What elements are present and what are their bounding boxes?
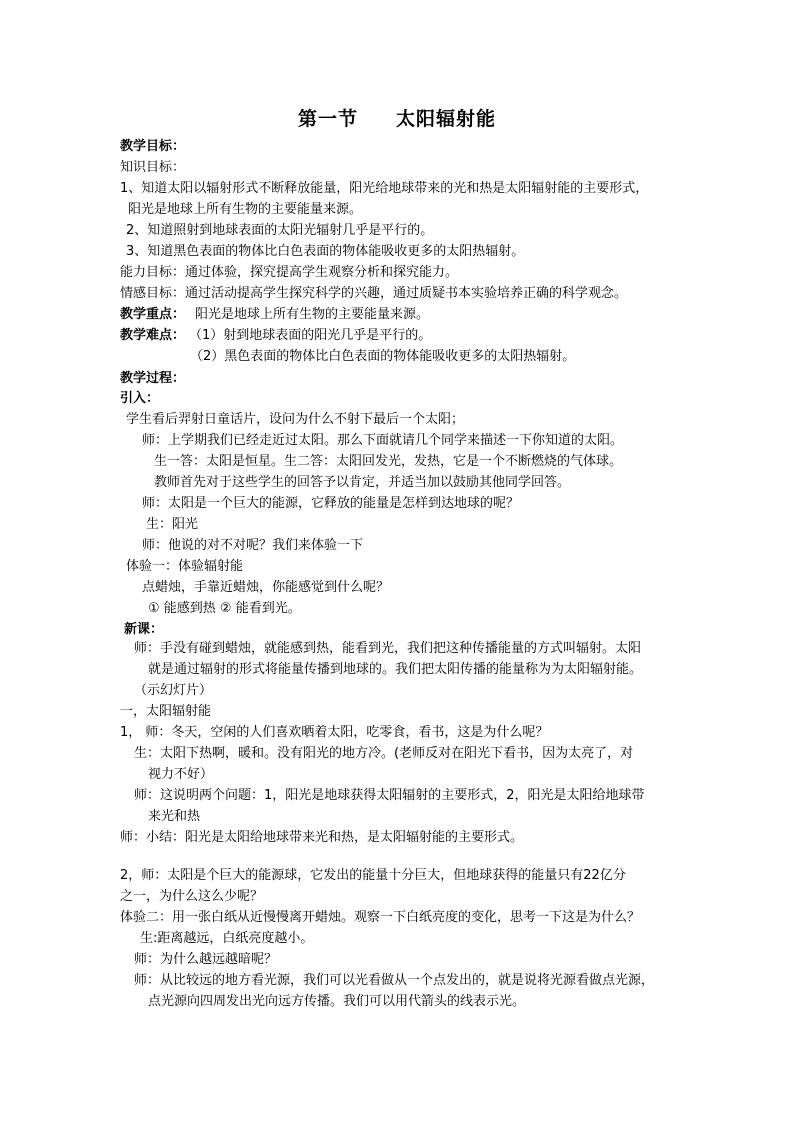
section-heading-new-lesson: 新课： [124,622,164,637]
section-heading-process: 教学过程： [120,371,186,386]
text-line: 生：阳光 [146,517,199,532]
text-line: 教师首先对于这些学生的回答予以肯定，并适当加以鼓励其他同学回答。 [154,475,571,490]
text-line: 师：这说明两个问题：1，阳光是地球获得太阳辐射的主要形式，2，阳光是太阳给地球带 [134,788,645,803]
text-line: 体验一：体验辐射能 [126,559,244,574]
text-line: 生：太阳下热啊，暖和。没有阳光的地方冷。(老师反对在阳光下看书，因为太亮了，对 [134,746,634,761]
section-heading-intro: 引入： [120,391,160,406]
page-title: 第一节 太阳辐射能 [297,108,497,130]
text-line: 师：他说的对不对呢？我们来体验一下 [142,538,364,553]
text-line: 点蜡烛，手靠近蜡烛，你能感觉到什么呢？ [142,580,390,595]
text-line: 一，太阳辐射能 [120,704,212,719]
text-line: 来光和热 [148,809,201,824]
text-line: 2、知道照射到地球表面的太阳光辐射几乎是平行的。 [126,223,434,238]
text-line: 生一答：太阳是恒星。生二答：太阳回发光，发热，它是一个不断燃烧的气体球。 [154,454,623,469]
text-line: 学生看后羿射日童话片，设问为什么不射下最后一个太阳； [126,412,465,427]
text-line: 视力不好） [148,767,214,782]
text-line: 师：小结：阳光是太阳给地球带来光和热，是太阳辐射能的主要形式。 [120,830,524,845]
text-line: 生:距离越远，白纸亮度越小。 [140,931,314,946]
key-point-row [120,305,429,325]
text-line: 知识目标： [120,160,186,175]
section-heading-goals: 教学目标： [120,139,186,154]
text-line: ① 能感到热 ② 能看到光。 [148,601,301,616]
text-line: 师：从比较远的地方看光源，我们可以光看做从一个点发出的，就是说将光源看做点光源， [134,973,655,988]
difficulty-label: 教学难点： [120,328,186,343]
difficulty-text: （1）射到地球表面的阳光几乎是平行的。 [189,328,432,343]
text-line: 1， 师：冬天，空闲的人们喜欢晒着太阳，吃零食，看书，这是为什么呢？ [120,725,549,740]
text-line: 2，师：太阳是个巨大的能源球，它发出的能量十分巨大，但地球获得的能量只有22亿分 [120,868,626,883]
text-line: 师：为什么越远越暗呢？ [134,952,278,967]
text-line: 之一，为什么这么少呢？ [120,889,264,904]
text-line: 师：上学期我们已经走近过太阳。那么下面就请几个同学来描述一下你知道的太阳。 [142,433,624,448]
text-line: 3、知道黑色表面的物体比白色表面的物体能吸收更多的太阳热辐射。 [126,244,525,259]
text-line: （示幻灯片） [134,683,213,698]
text-line: 师：手没有碰到蜡烛，就能感到热，能看到光，我们把这种传播能量的方式叫辐射。太阳 [134,641,642,656]
text-line: 点光源向四周发出光向远方传播。我们可以用代箭头的线表示光。 [148,994,526,1009]
difficulty-row [120,326,431,346]
key-point-label: 教学重点： [120,307,186,322]
text-line: 1、知道太阳以辐射形式不断释放能量，阳光给地球带来的光和热是太阳辐射能的主要形式， [120,181,649,196]
text-line: 体验二：用一张白纸从近慢慢离开蜡烛。观察一下白纸亮度的变化，思考一下这是为什么？ [120,910,641,925]
text-line: （2）黑色表面的物体比白色表面的物体能吸收更多的太阳热辐射。 [190,349,576,364]
text-line: 阳光是地球上所有生物的主要能量来源。 [128,202,363,217]
text-line: 就是通过辐射的形式将能量传播到地球的。我们把太阳传播的能量称为为太阳辐射能。 [148,662,643,677]
key-point-text: 阳光是地球上所有生物的主要能量来源。 [195,307,430,322]
text-line: 情感目标：通过活动提高学生探究科学的兴趣，通过质疑书本实验培养正确的科学观念。 [120,286,628,301]
text-line: 师：太阳是一个巨大的能源，它释放的能量是怎样到达地球的呢？ [142,496,520,511]
text-line: 能力目标：通过体验，探究提高学生观察分析和探究能力。 [120,265,459,280]
